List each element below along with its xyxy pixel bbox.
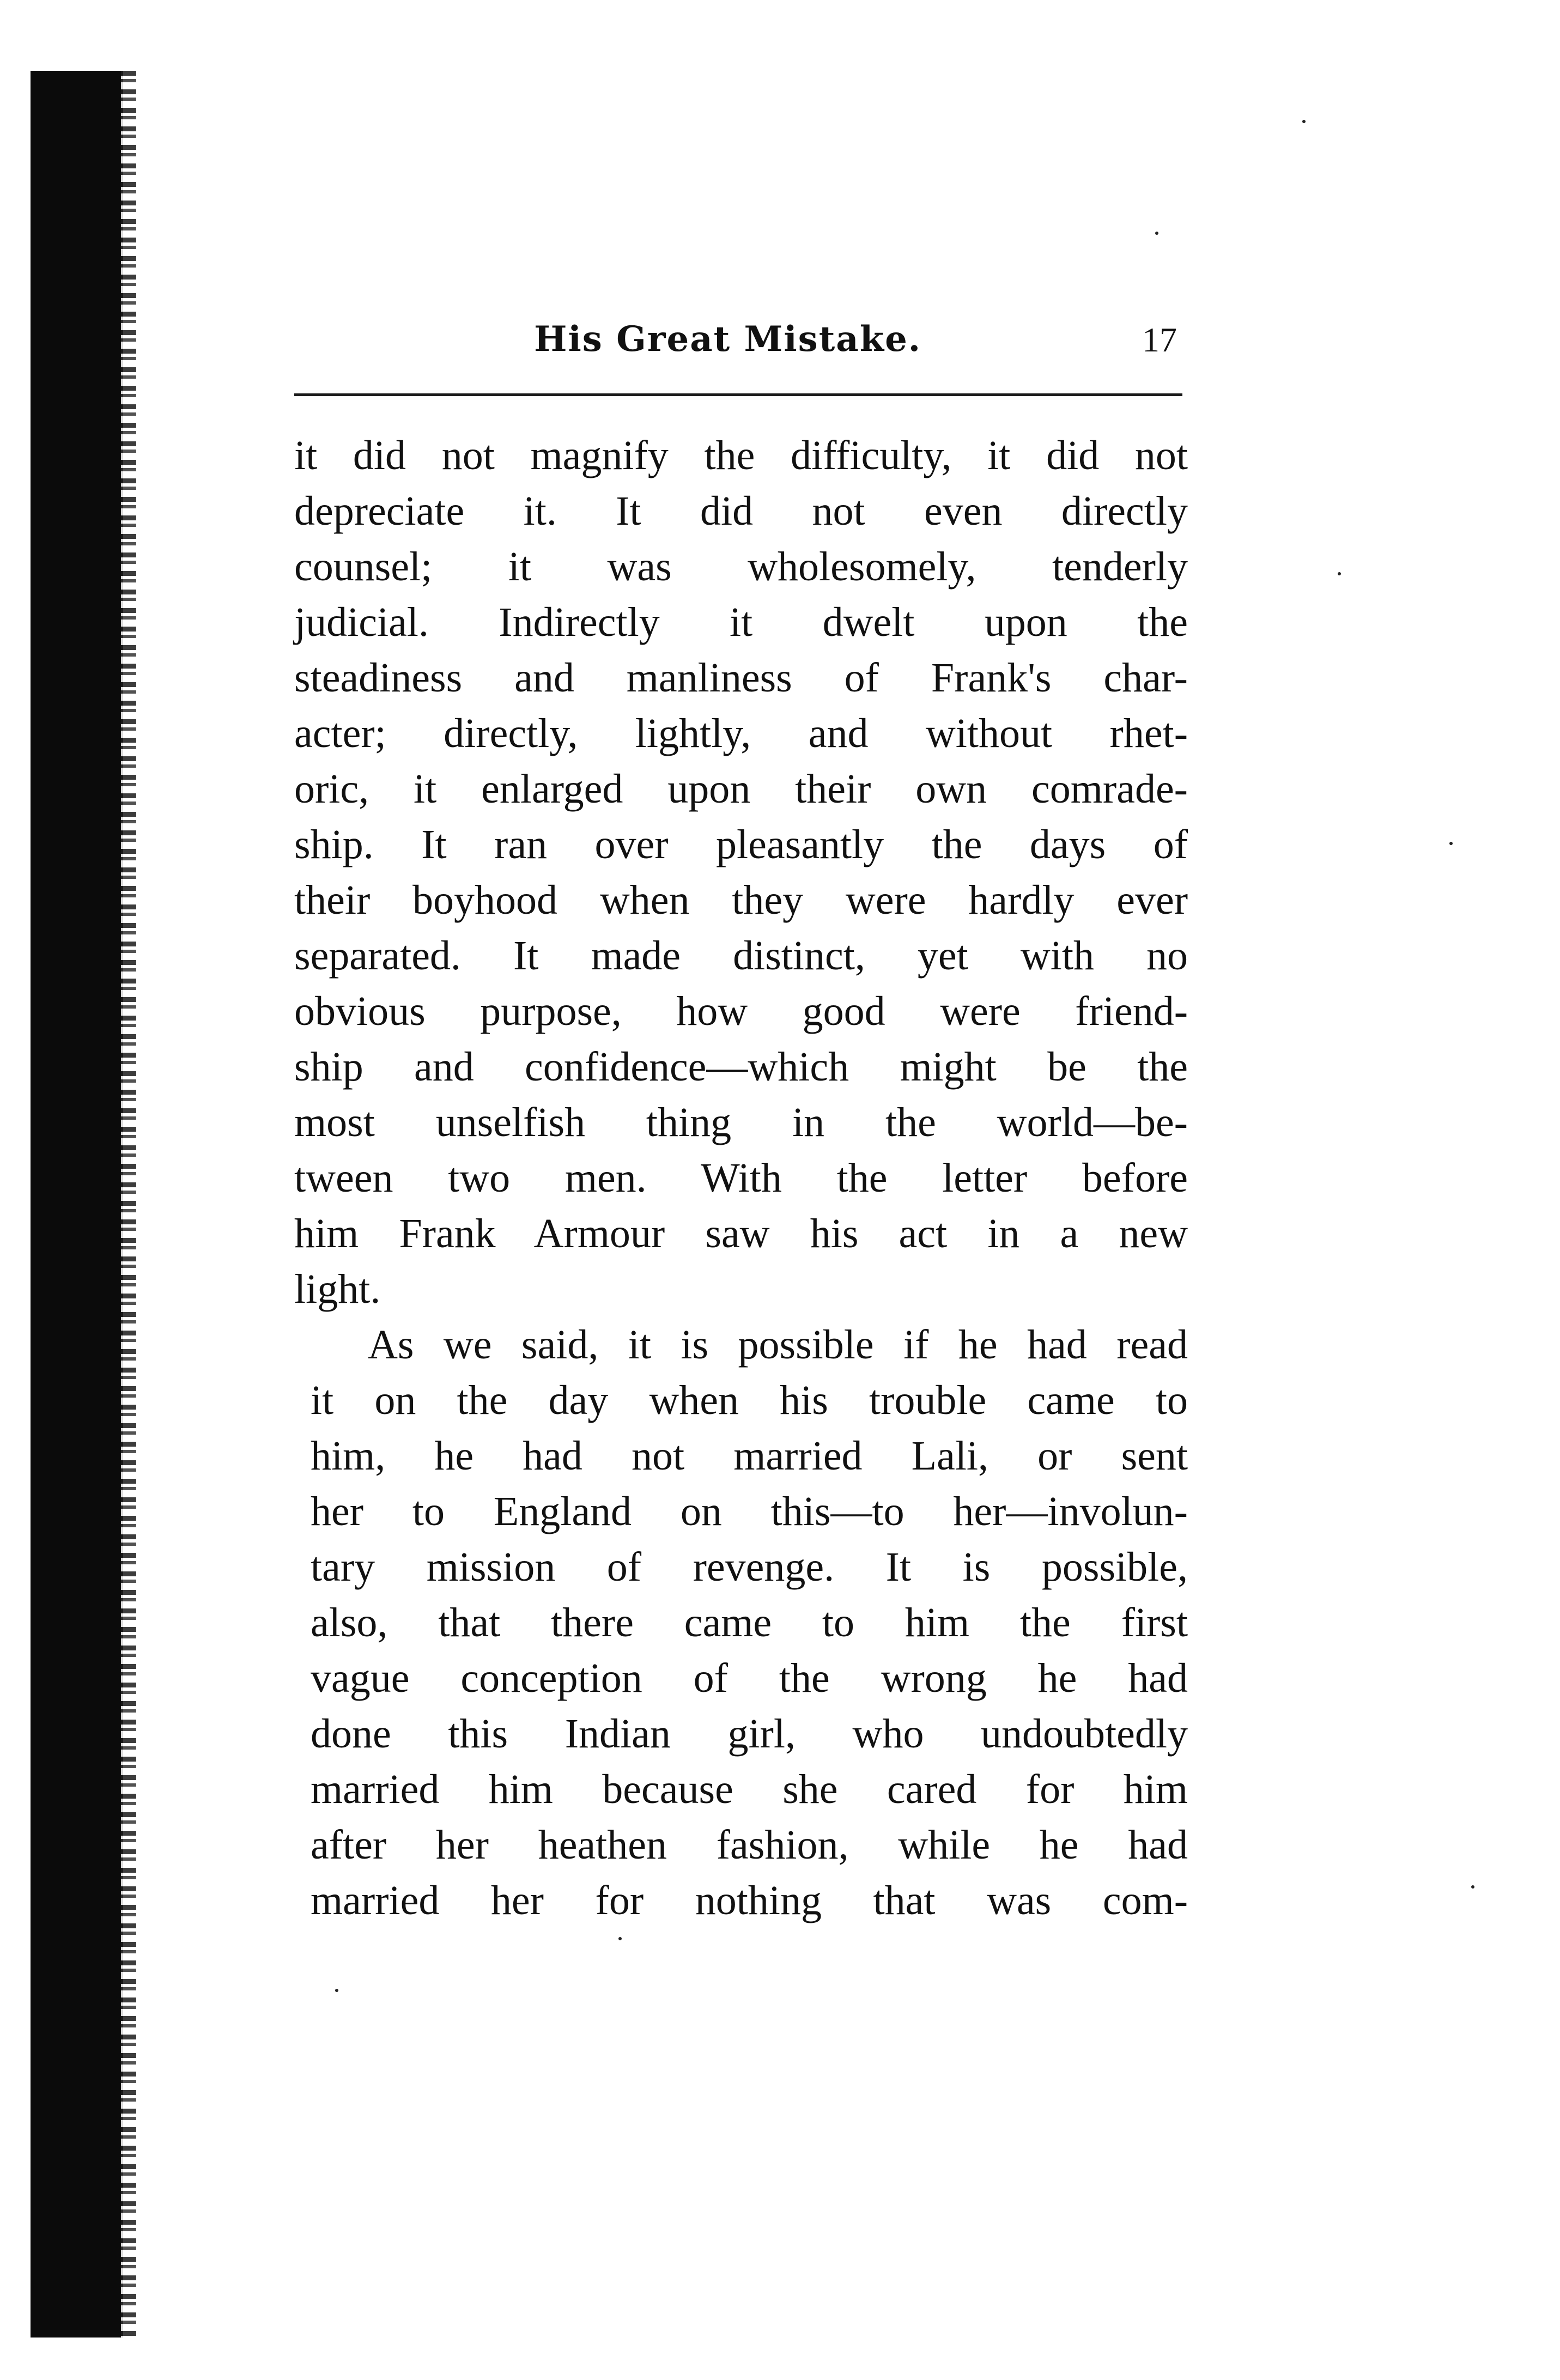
scan-speck	[1155, 232, 1158, 235]
scan-speck	[1302, 120, 1306, 123]
text-line: married him because she cared for him	[311, 1766, 1188, 1812]
text-line: As we said, it is possible if he had read	[368, 1322, 1188, 1368]
body-text	[294, 428, 1188, 1928]
text-line: ship and confidence—which might be the	[294, 1044, 1188, 1090]
text-line: light.	[294, 1266, 381, 1312]
binding-edge	[31, 71, 123, 2338]
scan-speck	[1338, 572, 1341, 575]
text-line: him, he had not married Lali, or sent	[311, 1433, 1188, 1479]
paragraph	[311, 1317, 1188, 1928]
header-rule	[294, 393, 1182, 396]
text-line: most unselfish thing in the world—be-	[294, 1100, 1188, 1145]
paragraph	[294, 428, 1188, 1317]
text-line: their boyhood when they were hardly ever	[294, 877, 1188, 923]
running-title: His Great Mistake.	[534, 319, 922, 360]
text-line: him Frank Armour saw his act in a new	[294, 1211, 1188, 1256]
text-line: done this Indian girl, who undoubtedly	[311, 1711, 1188, 1757]
text-line: after her heathen fashion, while he had	[311, 1822, 1188, 1868]
text-line: separated. It made distinct, yet with no	[294, 933, 1188, 979]
text-line: depreciate it. It did not even directly	[294, 488, 1188, 534]
text-line: ship. It ran over pleasantly the days of	[294, 822, 1188, 867]
text-line: tween two men. With the letter before	[294, 1155, 1188, 1201]
text-line: it did not magnify the difficulty, it did not	[294, 433, 1188, 478]
text-line: acter; directly, lightly, and without rhet-	[294, 711, 1188, 756]
scan-speck	[1471, 1885, 1474, 1889]
text-line: steadiness and manliness of Frank's char-	[294, 655, 1188, 701]
text-line: counsel; it was wholesomely, tenderly	[294, 544, 1188, 590]
running-header	[294, 319, 1177, 379]
text-line: tary mission of revenge. It is possible,	[311, 1544, 1188, 1590]
text-line: her to England on this—to her—involun-	[311, 1489, 1188, 1534]
scan-speck	[618, 1937, 622, 1940]
text-line: married her for nothing that was com-	[311, 1878, 1188, 1923]
text-line: it on the day when his trouble came to	[311, 1377, 1188, 1423]
text-line: also, that there came to him the first	[311, 1600, 1188, 1646]
scan-speck	[335, 1989, 338, 1992]
text-line: judicial. Indirectly it dwelt upon the	[294, 599, 1188, 645]
text-line: vague conception of the wrong he had	[311, 1655, 1188, 1701]
scan-speck	[1449, 842, 1453, 845]
text-line: obvious purpose, how good were friend-	[294, 988, 1188, 1034]
text-line: oric, it enlarged upon their own comrade-	[294, 766, 1188, 812]
page-number: 17	[1142, 320, 1177, 359]
binding-fringe	[121, 71, 136, 2338]
